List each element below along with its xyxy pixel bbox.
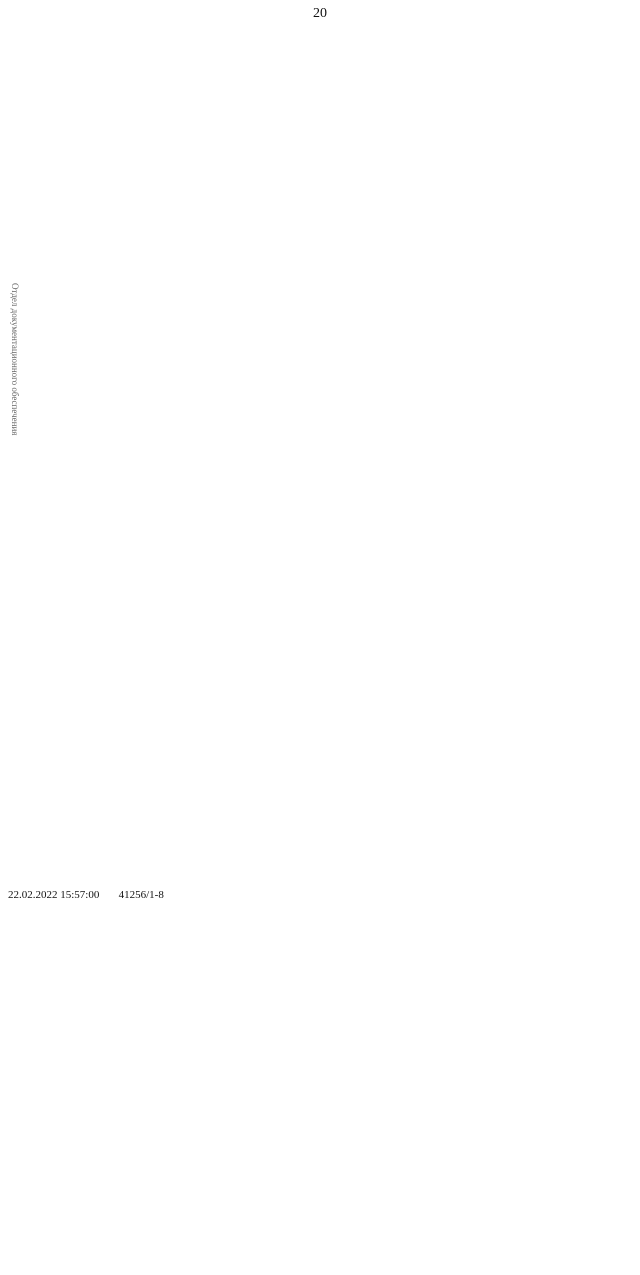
- footer-doc-number: 41256/1-8: [118, 889, 164, 901]
- footer-datetime: 22.02.2022 15:57:00: [8, 889, 100, 901]
- page-number: 20: [313, 6, 327, 21]
- footer: [8, 889, 164, 901]
- department-stamp: Отдел документационного обеспечения: [10, 283, 20, 436]
